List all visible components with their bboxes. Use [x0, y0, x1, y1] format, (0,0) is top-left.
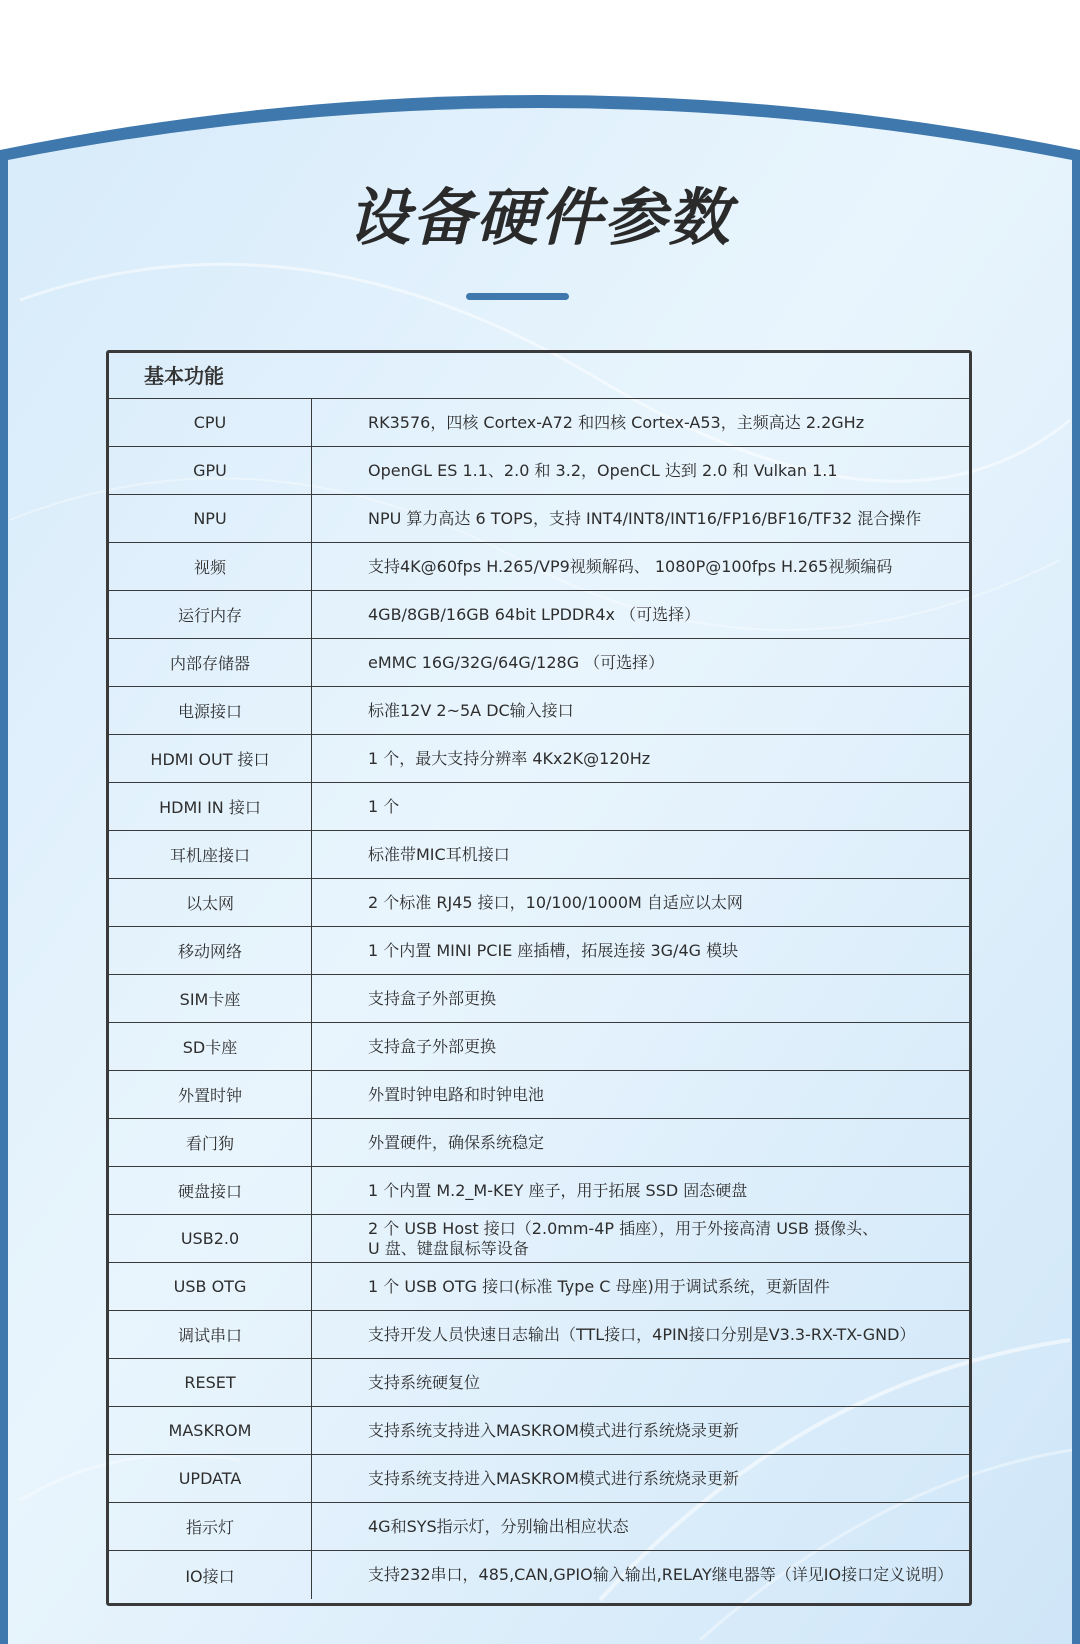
spec-label: 电源接口 — [109, 687, 312, 734]
spec-value: 支持4K@60fps H.265/VP9视频解码、 1080P@100fps H.265视频编码 — [368, 556, 893, 576]
title-underline — [466, 293, 569, 300]
table-row — [109, 783, 969, 831]
spec-label: SIM卡座 — [109, 975, 312, 1022]
spec-value: 外置硬件，确保系统稳定 — [368, 1132, 545, 1152]
table-row — [109, 1215, 969, 1263]
spec-label: 耳机座接口 — [109, 831, 312, 878]
spec-label: 内部存储器 — [109, 639, 312, 686]
spec-value: 2 个标准 RJ45 接口，10/100/1000M 自适应以太网 — [368, 892, 743, 912]
spec-value: NPU 算力高达 6 TOPS，支持 INT4/INT8/INT16/FP16/BF16/TF32 混合操作 — [368, 508, 922, 528]
spec-value: RK3576，四核 Cortex-A72 和四核 Cortex-A53，主频高达 2.2GHz — [368, 412, 865, 432]
table-row — [109, 735, 969, 783]
table-row — [109, 399, 969, 447]
table-row — [109, 831, 969, 879]
page-title: 设备硬件参数 — [347, 181, 732, 254]
spec-value: 支持232串口，485,CAN,GPIO输入输出,RELAY继电器等（详见IO接口定义说明） — [368, 1565, 954, 1584]
spec-value: 1 个 USB OTG 接口(标准 Type C 母座)用于调试系统，更新固件 — [368, 1276, 830, 1296]
spec-value: 外置时钟电路和时钟电池 — [368, 1084, 545, 1104]
spec-label: 移动网络 — [109, 927, 312, 974]
spec-label: USB2.0 — [109, 1215, 312, 1262]
table-row — [109, 591, 969, 639]
spec-label: GPU — [109, 447, 312, 494]
table-row — [109, 1071, 969, 1119]
spec-value: 标准12V 2~5A DC输入接口 — [368, 700, 574, 720]
spec-table — [106, 350, 972, 1606]
spec-label: 硬盘接口 — [109, 1167, 312, 1214]
section-header: 基本功能 — [109, 353, 969, 399]
spec-label: USB OTG — [109, 1263, 312, 1310]
table-row — [109, 447, 969, 495]
spec-label: HDMI OUT 接口 — [109, 735, 312, 782]
table-row — [109, 1359, 969, 1407]
table-row — [109, 1263, 969, 1311]
table-row — [109, 1023, 969, 1071]
spec-label: RESET — [109, 1359, 312, 1406]
spec-label: 看门狗 — [109, 1119, 312, 1166]
table-row — [109, 543, 969, 591]
spec-rows — [109, 399, 969, 1599]
table-row — [109, 879, 969, 927]
table-row — [109, 927, 969, 975]
table-row — [109, 1311, 969, 1359]
table-row — [109, 1503, 969, 1551]
spec-value: OpenGL ES 1.1、2.0 和 3.2，OpenCL 达到 2.0 和 Vulkan 1.1 — [368, 460, 838, 480]
spec-label: UPDATA — [109, 1455, 312, 1502]
spec-value: 支持系统支持进入MASKROM模式进行系统烧录更新 — [368, 1420, 739, 1440]
spec-label: 运行内存 — [109, 591, 312, 638]
spec-value: 支持系统硬复位 — [368, 1372, 481, 1392]
table-row — [109, 687, 969, 735]
spec-value: 4G和SYS指示灯，分别输出相应状态 — [368, 1516, 629, 1536]
spec-label: 视频 — [109, 543, 312, 590]
table-row — [109, 1167, 969, 1215]
spec-label: 外置时钟 — [109, 1071, 312, 1118]
spec-value: 4GB/8GB/16GB 64bit LPDDR4x （可选择） — [368, 604, 701, 624]
spec-label: NPU — [109, 495, 312, 542]
spec-value: 支持盒子外部更换 — [368, 1036, 497, 1056]
table-row — [109, 975, 969, 1023]
spec-label: MASKROM — [109, 1407, 312, 1454]
spec-label: HDMI IN 接口 — [109, 783, 312, 830]
table-row — [109, 495, 969, 543]
spec-value: 支持系统支持进入MASKROM模式进行系统烧录更新 — [368, 1468, 739, 1488]
spec-value: 1 个内置 M.2_M-KEY 座子，用于拓展 SSD 固态硬盘 — [368, 1180, 748, 1200]
table-row — [109, 1551, 969, 1599]
spec-value: 支持开发人员快速日志输出（TTL接口，4PIN接口分别是V3.3-RX-TX-GND） — [368, 1324, 916, 1344]
spec-value: 支持盒子外部更换 — [368, 988, 497, 1008]
table-row — [109, 1407, 969, 1455]
spec-value: 1 个 — [368, 796, 400, 816]
table-row — [109, 1119, 969, 1167]
spec-value: 2 个 USB Host 接口（2.0mm-4P 插座），用于外接高清 USB 摄像头、 U 盘、键盘鼠标等设备 — [368, 1218, 879, 1258]
spec-label: 以太网 — [109, 879, 312, 926]
table-row — [109, 1455, 969, 1503]
spec-label: 调试串口 — [109, 1311, 312, 1358]
spec-value: 1 个，最大支持分辨率 4Kx2K@120Hz — [368, 748, 651, 768]
spec-label: SD卡座 — [109, 1023, 312, 1070]
spec-label: IO接口 — [109, 1551, 312, 1599]
spec-label: CPU — [109, 399, 312, 446]
spec-value: eMMC 16G/32G/64G/128G （可选择） — [368, 652, 665, 672]
table-row — [109, 639, 969, 687]
spec-label: 指示灯 — [109, 1503, 312, 1550]
spec-value: 标准带MIC耳机接口 — [368, 844, 510, 864]
spec-value: 1 个内置 MINI PCIE 座插槽，拓展连接 3G/4G 模块 — [368, 940, 739, 960]
